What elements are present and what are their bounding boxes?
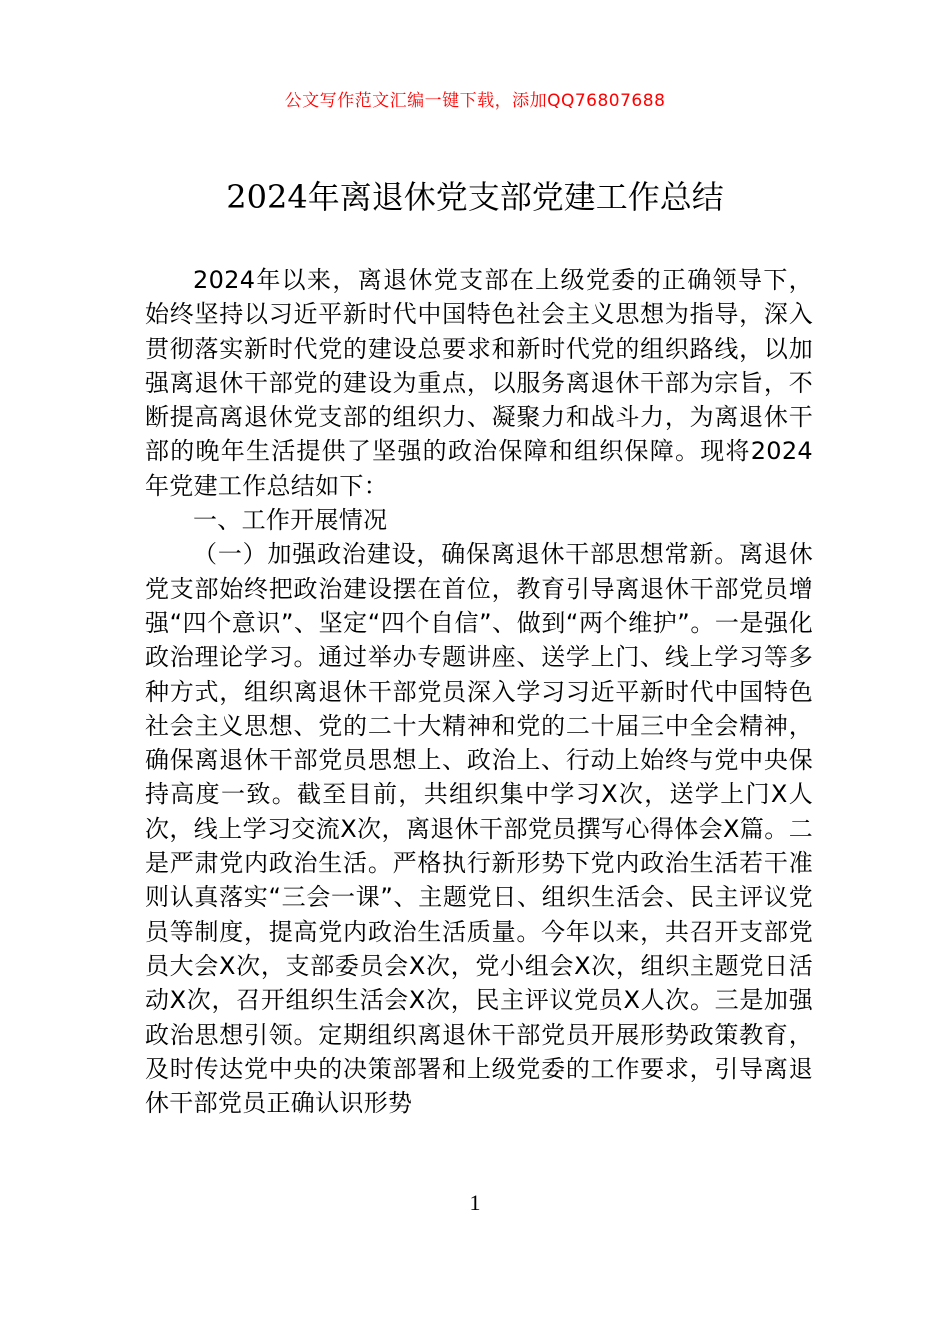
document-title: 2024年离退休党支部党建工作总结 xyxy=(226,178,724,216)
page-number: 1 xyxy=(469,1190,481,1215)
download-promo-note: 公文写作范文汇编一键下载，添加QQ76807688 xyxy=(284,91,666,111)
document-body xyxy=(145,263,813,1120)
intro-paragraph: 2024年以来，离退休党支部在上级党委的正确领导下，始终坚持以习近平新时代中国特色社会主义思想为指导，深入贯彻落实新时代党的建设总要求和新时代党的组织路线，以加强离退休干部党的建设为重点，以服务离退休干部为宗旨，不断提高离退休党支部的组织力、凝聚力和战斗力，为离退休干部的晚年生活提供了坚强的政治保障和组织保障。现将2024年党建工作总结如下： xyxy=(145,266,813,500)
body-paragraph: （一）加强政治建设，确保离退休干部思想常新。离退休党支部始终把政治建设摆在首位，教育引导离退休干部党员增强“四个意识”、坚定“四个自信”、做到“两个维护”。一是强化政治理论学习。通过举办专题讲座、送学上门、线上学习等多种方式，组织离退休干部党员深入学习习近平新时代中国特色社会主义思想、党的二十大精神和党的二十届三中全会精神，确保离退休干部党员思想上、政治上、行动上始终与党中央保持高度一致。截至目前，共组织集中学习X次，送学上门X人次，线上学习交流X次，离退休干部党员撰写心得体会X篇。二是严肃党内政治生活。严格执行新形势下党内政治生活若干准则认真落实“三会一课”、主题党日、组织生活会、民主评议党员等制度，提高党内政治生活质量。今年以来，共召开支部党员大会X次，支部委员会X次，党小组会X次，组织主题党日活动X次，召开组织生活会X次，民主评议党员X人次。三是加强政治思想引领。定期组织离退休干部党员开展形势政策教育，及时传达党中央的决策部署和上级党委的工作要求，引导离退休干部党员正确认识形势 xyxy=(145,540,813,1118)
section-heading: 一、工作开展情况 xyxy=(193,506,388,535)
